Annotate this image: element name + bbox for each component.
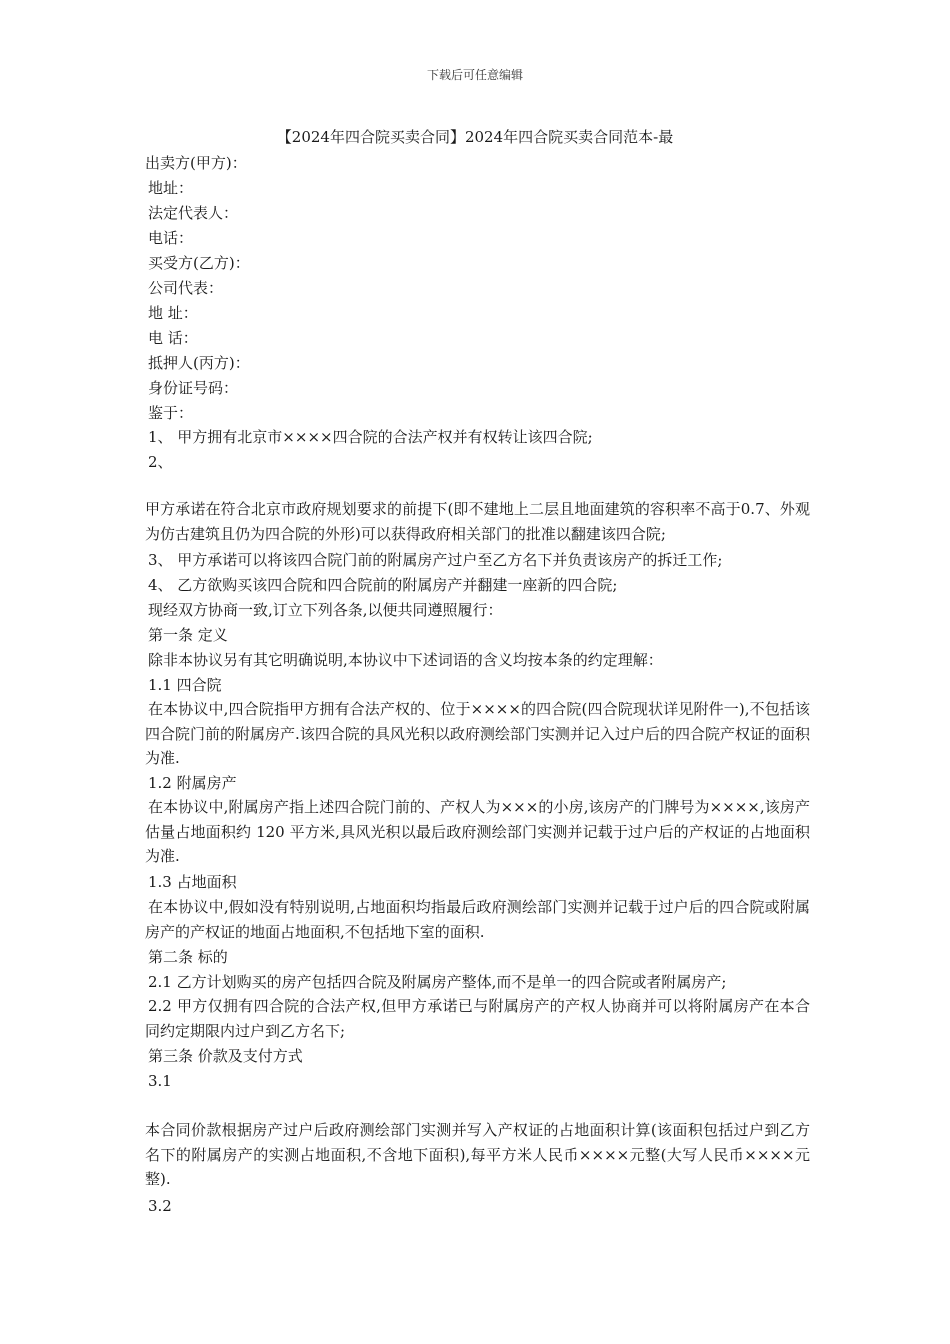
section-3-2-heading: 3.2 bbox=[148, 1197, 172, 1215]
agreement-intro: 现经双方协商一致,订立下列各条,以便共同遵照履行： bbox=[148, 601, 503, 619]
section-1-2-text: 在本协议中,附属房产指上述四合院门前的、产权人为×××的小房,该房产的门牌号为××××,该房产估量占地面积约 120 平方米,具风光积以最后政府测绘部门实测并记载于过户后的产权证的占地面积为准. bbox=[145, 798, 810, 865]
document-title: 【2024年四合院买卖合同】2024年四合院买卖合同范本-最 bbox=[276, 128, 674, 146]
section-1-3-heading: 1.3 占地面积 bbox=[148, 873, 237, 891]
article-3-heading: 第三条 价款及支付方式 bbox=[148, 1047, 303, 1065]
whereas-item-3: 3、 甲方承诺可以将该四合院门前的附属房产过户至乙方名下并负责该房产的拆迁工作; bbox=[148, 551, 723, 569]
article-1-intro: 除非本协议另有其它明确说明,本协议中下述词语的含义均按本条的约定理解： bbox=[148, 651, 663, 669]
article-1-heading: 第一条 定义 bbox=[148, 626, 228, 644]
whereas-item-2: 2、 bbox=[148, 453, 173, 471]
article-2-heading: 第二条 标的 bbox=[148, 948, 228, 966]
company-representative-label: 公司代表： bbox=[148, 279, 224, 297]
buyer-address-label: 地 址： bbox=[148, 304, 198, 322]
section-3-1-heading: 3.1 bbox=[148, 1072, 172, 1090]
legal-representative-label: 法定代表人： bbox=[148, 204, 239, 222]
buyer-phone-label: 电 话： bbox=[148, 329, 198, 347]
seller-label: 出卖方(甲方)： bbox=[145, 154, 247, 172]
whereas-item-4: 4、 乙方欲购买该四合院和四合院前的附属房产并翻建一座新的四合院; bbox=[148, 576, 618, 594]
section-2-1-text: 2.1 乙方计划购买的房产包括四合院及附属房产整体,而不是单一的四合院或者附属房产; bbox=[148, 973, 727, 991]
seller-address-label: 地址： bbox=[148, 179, 194, 197]
section-1-1-text: 在本协议中,四合院指甲方拥有合法产权的、位于××××的四合院(四合院现状详见附件一),不包括该四合院门前的附属房产.该四合院的具风光积以政府测绘部门实测并记入过户后的四合院产权证的面积为准. bbox=[145, 700, 810, 767]
section-1-3-text: 在本协议中,假如没有特别说明,占地面积均指最后政府测绘部门实测并记载于过户后的四合院或附属房产的产权证的地面占地面积,不包括地下室的面积. bbox=[145, 898, 810, 941]
whereas-item-2-text: 甲方承诺在符合北京市政府规划要求的前提下(即不建地上二层且地面建筑的容积率不高于0.7、外观为仿古建筑且仍为四合院的外形)可以获得政府相关部门的批准以翻建该四合院; bbox=[145, 500, 810, 543]
section-1-2-heading: 1.2 附属房产 bbox=[148, 774, 237, 792]
section-1-1-heading: 1.1 四合院 bbox=[148, 676, 222, 694]
whereas-item-1: 1、 甲方拥有北京市××××四合院的合法产权并有权转让该四合院; bbox=[148, 428, 593, 446]
buyer-label: 买受方(乙方)： bbox=[148, 254, 250, 272]
section-2-2-text: 2.2 甲方仅拥有四合院的合法产权,但甲方承诺已与附属房产的产权人协商并可以将附属房产在本合同约定期限内过户到乙方名下; bbox=[145, 997, 810, 1040]
seller-phone-label: 电话： bbox=[148, 229, 194, 247]
section-3-1-text: 本合同价款根据房产过户后政府测绘部门实测并写入产权证的占地面积计算(该面积包括过户到乙方名下的附属房产的实测占地面积,不含地下面积),每平方米人民币××××元整(大写人民币××××元整). bbox=[145, 1121, 810, 1188]
id-number-label: 身份证号码： bbox=[148, 379, 239, 397]
page-header-note: 下载后可任意编辑 bbox=[426, 68, 523, 82]
whereas-heading: 鉴于： bbox=[148, 404, 194, 422]
mortgagor-label: 抵押人(丙方)： bbox=[148, 354, 250, 372]
